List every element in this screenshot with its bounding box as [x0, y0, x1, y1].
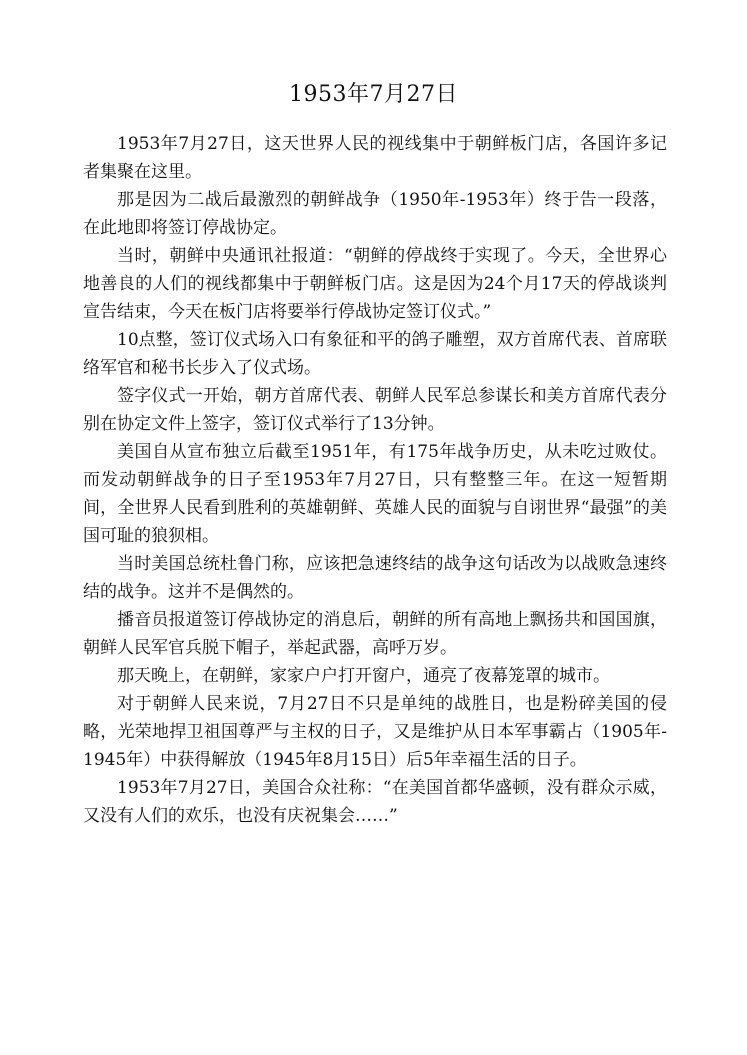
paragraph-9: 那天晚上，在朝鲜，家家户户打开窗户，通亮了夜幕笼罩的城市。 — [117, 666, 610, 686]
paragraph-7: 当时美国总统杜鲁门称，应该把急速终结的战争这句话改为以战败急速终结的战争。这并不是偶然的。 — [83, 554, 667, 602]
paragraph-8: 播音员报道签订停战协定的消息后，朝鲜的所有高地上飘扬共和国国旗，朝鲜人民军官兵脱下帽子，举起武器，高呼万岁。 — [83, 610, 667, 658]
paragraph-5: 签字仪式一开始，朝方首席代表、朝鲜人民军总参谋长和美方首席代表分别在协定文件上签字，签订仪式举行了13分钟。 — [83, 386, 667, 434]
paragraph-1: 1953年7月27日，这天世界人民的视线集中于朝鲜板门店，各国许多记者集聚在这里。 — [83, 134, 667, 182]
paragraph-11: 1953年7月27日，美国合众社称：“在美国首都华盛顿，没有群众示威，又没有人们的欢乐，也没有庆祝集会……” — [83, 778, 667, 826]
paragraph-4: 10点整，签订仪式场入口有象征和平的鸽子雕塑，双方首席代表、首席联络军官和秘书长步入了仪式场。 — [83, 330, 667, 378]
document-title: 1953年7月27日 — [289, 82, 458, 107]
paragraph-6: 美国自从宣布独立后截至1951年，有175年战争历史，从未吃过败仗。而发动朝鲜战争的日子至1953年7月27日，只有整整三年。在这一短暂期间，全世界人民看到胜利的英雄朝鲜、英雄人民的面貌与自诩世界“最强”的美国可耻的狼狈相。 — [83, 442, 667, 546]
paragraph-10: 对于朝鲜人民来说，7月27日不只是单纯的战胜日，也是粉碎美国的侵略，光荣地捍卫祖国尊严与主权的日子，又是维护从日本军事霸占（1905年-1945年）中获得解放（1945年8月15日）后5年幸福生活的日子。 — [83, 694, 667, 770]
paragraph-2: 那是因为二战后最激烈的朝鲜战争（1950年-1953年）终于告一段落，在此地即将签订停战协定。 — [83, 190, 667, 238]
paragraph-3: 当时，朝鲜中央通讯社报道：“朝鲜的停战终于实现了。今天，全世界心地善良的人们的视线都集中于朝鲜板门店。这是因为24个月17天的停战谈判宣告结束，今天在板门店将要举行停战协定签订仪式。” — [83, 246, 667, 322]
document-body — [83, 130, 667, 830]
